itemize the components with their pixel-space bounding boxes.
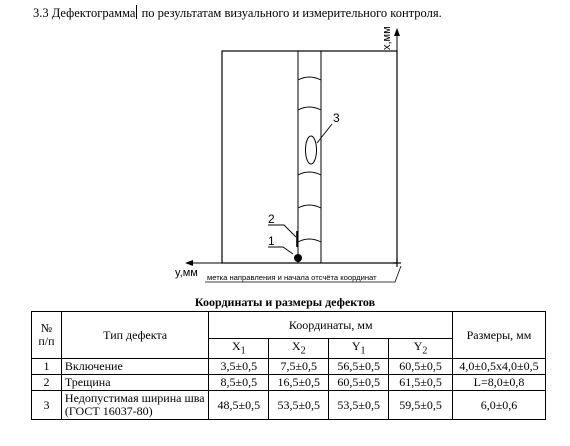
table-row <box>32 391 546 420</box>
defect-3-shape <box>306 136 317 164</box>
row-x1: 8,5±0,5 <box>209 375 269 391</box>
table-row <box>32 375 546 391</box>
row-x2: 53,5±0,5 <box>269 391 329 420</box>
heading-text-start: 3.3 Дефектограмма <box>33 6 136 20</box>
header-y2-letter: Y <box>413 339 423 353</box>
defect-1-leader <box>268 247 293 254</box>
defects-table <box>31 311 546 420</box>
header-y2 <box>389 339 453 359</box>
header-num: № п/п <box>32 312 62 359</box>
heading-text-end: по результатам визуального и измерительного контроля. <box>138 6 442 20</box>
header-y1 <box>329 339 389 359</box>
header-x2 <box>269 339 329 359</box>
marker-3-label: 3 <box>333 111 340 125</box>
header-x2-index: 2 <box>300 345 306 357</box>
row-y2: 60,5±0,5 <box>389 359 453 375</box>
row-y2: 61,5±0,5 <box>389 375 453 391</box>
header-x1-letter: X <box>232 339 241 353</box>
row-type: Включение <box>61 359 208 375</box>
header-coords: Координаты, мм <box>209 312 453 339</box>
row-y1: 60,5±0,5 <box>329 375 389 391</box>
defect-3-leader <box>317 124 332 143</box>
weld-ripples <box>298 77 321 242</box>
header-y1-letter: Y <box>351 339 361 353</box>
row-y1: 56,5±0,5 <box>329 359 389 375</box>
header-y2-index: 2 <box>422 345 428 357</box>
x-axis-arrow <box>394 28 400 36</box>
row-size: 6,0±0,6 <box>452 391 545 420</box>
y-axis-arrow <box>185 260 193 266</box>
header-x2-letter: X <box>291 339 301 353</box>
row-x1: 3,5±0,5 <box>209 359 269 375</box>
row-y2: 59,5±0,5 <box>389 391 453 420</box>
header-x1 <box>209 339 269 359</box>
row-x1: 48,5±0,5 <box>209 391 269 420</box>
marker-1-label: 1 <box>268 234 275 248</box>
row-type: Трещина <box>61 375 208 391</box>
row-size: 4,0±0,5x4,0±0,5 <box>452 359 545 375</box>
table-row <box>32 359 546 375</box>
header-size: Размеры, мм <box>452 312 545 359</box>
table-title: Координаты и размеры дефектов <box>194 295 376 309</box>
x-axis-label: x,мм <box>381 26 393 50</box>
row-x2: 7,5±0,5 <box>269 359 329 375</box>
defect-1-inclusion <box>294 254 302 262</box>
marker-2-label: 2 <box>268 212 275 226</box>
table-header-row <box>32 312 546 339</box>
row-num: 3 <box>32 391 62 420</box>
part-outline <box>222 51 397 263</box>
row-type: Недопустимая ширина шва (ГОСТ 16037-80) <box>61 391 208 420</box>
row-size: L=8,0±0,8 <box>452 375 545 391</box>
row-y1: 53,5±0,5 <box>329 391 389 420</box>
header-x1-index: 1 <box>240 345 246 357</box>
origin-note: метка направления и начала отсчёта координат <box>207 273 377 282</box>
y-axis-label: y,мм <box>175 267 198 279</box>
row-num: 1 <box>32 359 62 375</box>
header-y1-index: 1 <box>360 345 366 357</box>
row-x2: 16,5±0,5 <box>269 375 329 391</box>
header-type: Тип дефекта <box>61 312 208 359</box>
row-num: 2 <box>32 375 62 391</box>
